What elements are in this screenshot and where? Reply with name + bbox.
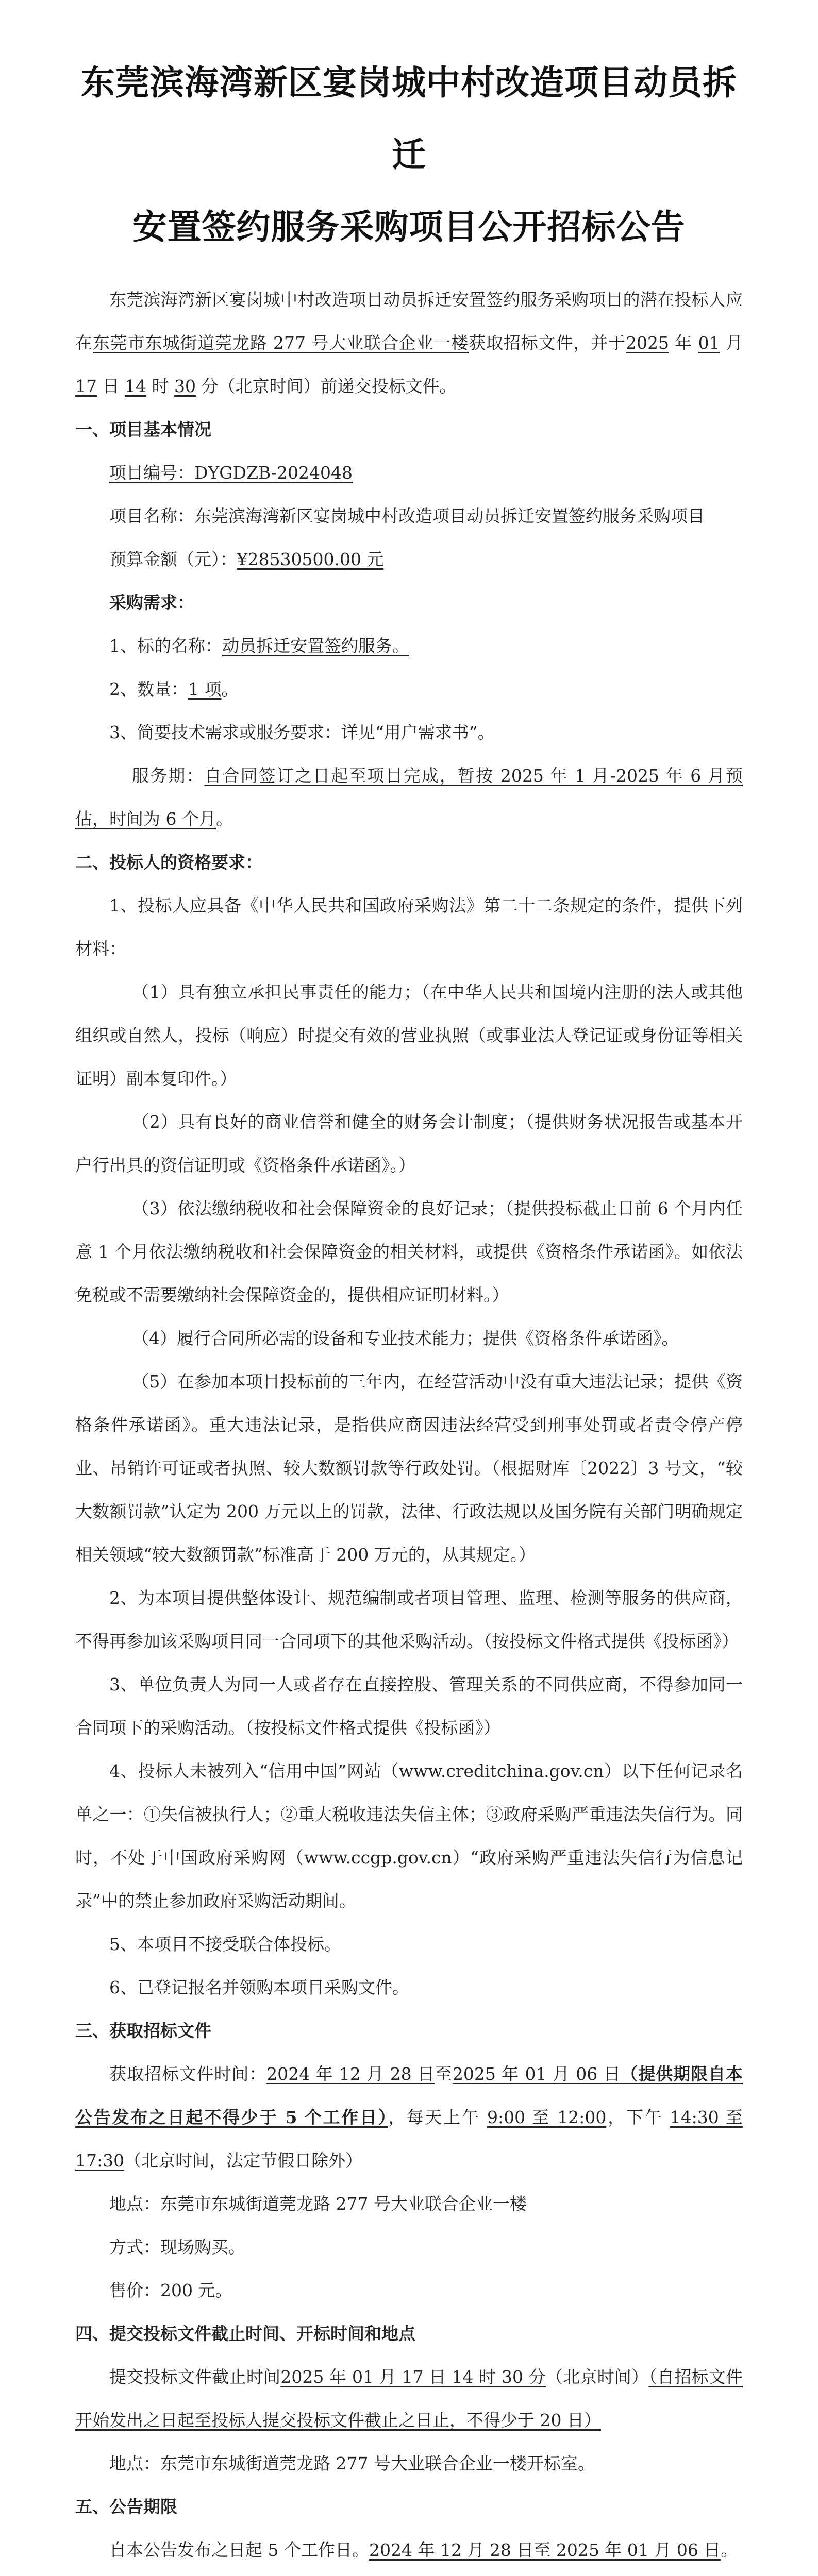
acquisition-daily-suffix: （北京时间，法定节假日除外） xyxy=(124,2150,363,2171)
bid-deadline-label: 提交投标文件截止时间 xyxy=(109,2367,281,2387)
requirement-item xyxy=(75,668,743,711)
intro-hour: 14 xyxy=(124,376,146,396)
qualification-subitem: （1）具有独立承担民事责任的能力；（在中华人民共和国境内注册的法人或其他组织或自然人，投标（响应）时提交有效的营业执照（或事业法人登记证或身份证等相关证明）副本复印件。） xyxy=(75,982,743,1089)
acquisition-pm: 14:30 至 17:30 xyxy=(75,2107,743,2171)
announcement-period-text: 自本公告发布之日起 5 个工作日。 xyxy=(109,2540,369,2560)
qualification-item: 5、本项目不接受联合体投标。 xyxy=(109,1934,341,1954)
budget-value: ¥28530500.00 元 xyxy=(237,549,384,569)
budget-label: 预算金额（元）： xyxy=(109,549,237,569)
acquisition-to: 2025 年 01 月 06 日 xyxy=(452,2064,621,2084)
acquisition-place: 地点：东莞市东城街道莞龙路 277 号大业联合企业一楼 xyxy=(109,2194,527,2214)
bid-deadline xyxy=(75,2355,743,2442)
service-period-value: 自合同签订之日起至项目完成，暂按 2025 年 1 月-2025 年 6 月预估，时间为 6 个月 xyxy=(75,766,743,829)
intro-text: 东莞滨海湾新区宴岗城中村改造项目动员拆迁安置签约服务采购项目的潜在投标人应在 xyxy=(75,290,743,353)
acquisition-method: 方式：现场购买。 xyxy=(109,2237,245,2257)
section-1-heading: 一、项目基本情况 xyxy=(75,419,211,439)
qualification-item: 2、为本项目提供整体设计、规范编制或者项目管理、监理、检测等服务的供应商，不得再参加该采购项目同一合同项下的其他采购活动。（按投标文件格式提供《投标函》） xyxy=(75,1588,743,1651)
service-period-label: 服务期： xyxy=(132,766,205,786)
requirement-label: 2、数量： xyxy=(109,679,188,699)
acquisition-from: 2024 年 12 月 28 日 xyxy=(266,2064,435,2084)
section-5-heading: 五、公告期限 xyxy=(75,2497,177,2517)
bid-opening-place: 地点：东莞市东城街道莞龙路 277 号大业联合企业一楼开标室。 xyxy=(109,2453,595,2473)
intro-minute: 30 xyxy=(174,376,196,396)
announcement-body xyxy=(75,278,743,2576)
qualification-item: 6、已登记报名并领购本项目采购文件。 xyxy=(109,1977,409,1997)
bid-deadline-note: （自招标文件开始发出之日起至投标人提交投标文件截止之日止，不得少于 20 日） xyxy=(75,2367,743,2430)
intro-year: 2025 xyxy=(626,333,670,353)
requirement-item xyxy=(75,624,743,668)
project-name: 项目名称：东莞滨海湾新区宴岗城中村改造项目动员拆迁安置签约服务采购项目 xyxy=(109,506,705,526)
acquisition-time-label: 获取招标文件时间： xyxy=(109,2064,267,2084)
requirement-value: 1 项 xyxy=(188,679,222,699)
acquisition-price: 售价：200 元。 xyxy=(109,2280,232,2300)
project-number-text: 项目编号：DYGDZB-2024048 xyxy=(109,463,353,483)
intro-text-mid: 获取招标文件，并于 xyxy=(469,333,626,353)
intro-month: 01 xyxy=(698,333,720,353)
budget xyxy=(75,538,743,581)
requirement-label: 1、标的名称： xyxy=(109,636,222,656)
qualification-subitem: （5）在参加本项目投标前的三年内，在经营活动中没有重大违法记录；提供《资格条件承诺函》。重大违法记录，是指供应商因违法经营受到刑事处罚或者责令停产停业、吊销许可证或者执照、较大数额罚款等行政处罚。（根据财库〔2022〕3 号文，“较大数额罚款”认定为 200 万元以上的罚款，法律、行政法规以及国务院有关部门明确规定相关领域“较大数额罚款”标准高于 200 万元的，从其规定。） xyxy=(75,1371,743,1565)
intro-day: 17 xyxy=(75,376,97,396)
qualification-item: 4、投标人未被列入“信用中国”网站（www.creditchina.gov.cn）以下任何记录名单之一：①失信被执行人；②重大税收违法失信主体；③政府采购严重违法失信行为。同时，不处于中国政府采购网（www.ccgp.gov.cn）“政府采购严重违法失信行为信息记录”中的禁止参加政府采购活动期间。 xyxy=(75,1761,743,1911)
acquisition-daily-prefix: ，每天上午 xyxy=(388,2107,487,2127)
section-2-heading: 二、投标人的资格要求： xyxy=(75,852,262,872)
acquisition-to-word: 至 xyxy=(435,2064,453,2084)
intro-sep: 时 xyxy=(146,376,174,396)
requirement-item: 3、简要技术需求或服务要求：详见“用户需求书”。 xyxy=(109,722,495,742)
requirement-end: 。 xyxy=(221,679,239,699)
service-period xyxy=(75,754,743,841)
title-line-1: 东莞滨海湾新区宴岗城中村改造项目动员拆迁 xyxy=(81,62,737,175)
qualification-item: 1、投标人应具备《中华人民共和国政府采购法》第二十二条规定的条件，提供下列材料： xyxy=(75,895,743,959)
qualification-subitem: （3）依法缴纳税收和社会保障资金的良好记录；（提供投标截止日前 6 个月内任意 1 个月依法缴纳税收和社会保障资金的相关材料，或提供《资格条件承诺函》。如依法免税或不需要缴纳社会保障资金的，提供相应证明材料。） xyxy=(75,1198,743,1305)
acquisition-am: 9:00 至 12:00 xyxy=(487,2107,607,2127)
qualification-subitem: （2）具有良好的商业信誉和健全的财务会计制度；（提供财务状况报告或基本开户行出具的资信证明或《资格条件承诺函》。） xyxy=(75,1112,743,1175)
section-6-heading xyxy=(75,2572,743,2576)
requirements-heading: 采购需求： xyxy=(109,592,194,613)
intro-paragraph xyxy=(75,278,743,408)
project-number xyxy=(75,451,743,495)
qualification-subitem: （4）履行合同所必需的设备和专业技术能力；提供《资格条件承诺函》。 xyxy=(132,1328,679,1348)
intro-sep: 月 xyxy=(720,333,743,353)
acquisition-daily-mid: ，下午 xyxy=(606,2107,670,2127)
announcement-period-end: 。 xyxy=(721,2540,738,2560)
title-line-2: 安置签约服务采购项目公开招标公告 xyxy=(132,207,686,247)
service-period-end: 。 xyxy=(215,809,233,829)
bid-deadline-timezone: （北京时间） xyxy=(545,2367,649,2387)
document-acquisition-time xyxy=(75,2053,743,2182)
announcement-period-value: 2024 年 12 月 28 日至 2025 年 01 月 06 日 xyxy=(369,2540,721,2560)
intro-location: 东莞市东城街道莞龙路 277 号大业联合企业一楼 xyxy=(92,333,469,353)
qualification-item: 3、单位负责人为同一人或者存在直接控股、管理关系的不同供应商，不得参加同一合同项下的采购活动。（按投标文件格式提供《投标函》） xyxy=(75,1674,743,1738)
section-3-heading: 三、获取招标文件 xyxy=(75,2021,211,2041)
bid-deadline-value: 2025 年 01 月 17 日 14 时 30 分 xyxy=(280,2367,546,2387)
requirement-value: 动员拆迁安置签约服务。 xyxy=(222,636,409,656)
intro-sep: 日 xyxy=(97,376,125,396)
announcement-period xyxy=(75,2529,743,2572)
acquisition-note: （提供期限自本公告发布之日起不得少于 5 个工作日） xyxy=(75,2064,743,2127)
intro-text-end: 分（北京时间）前递交投标文件。 xyxy=(195,376,457,396)
section-4-heading: 四、提交投标文件截止时间、开标时间和地点 xyxy=(75,2324,415,2344)
page-title xyxy=(75,46,743,263)
intro-sep: 年 xyxy=(669,333,698,353)
